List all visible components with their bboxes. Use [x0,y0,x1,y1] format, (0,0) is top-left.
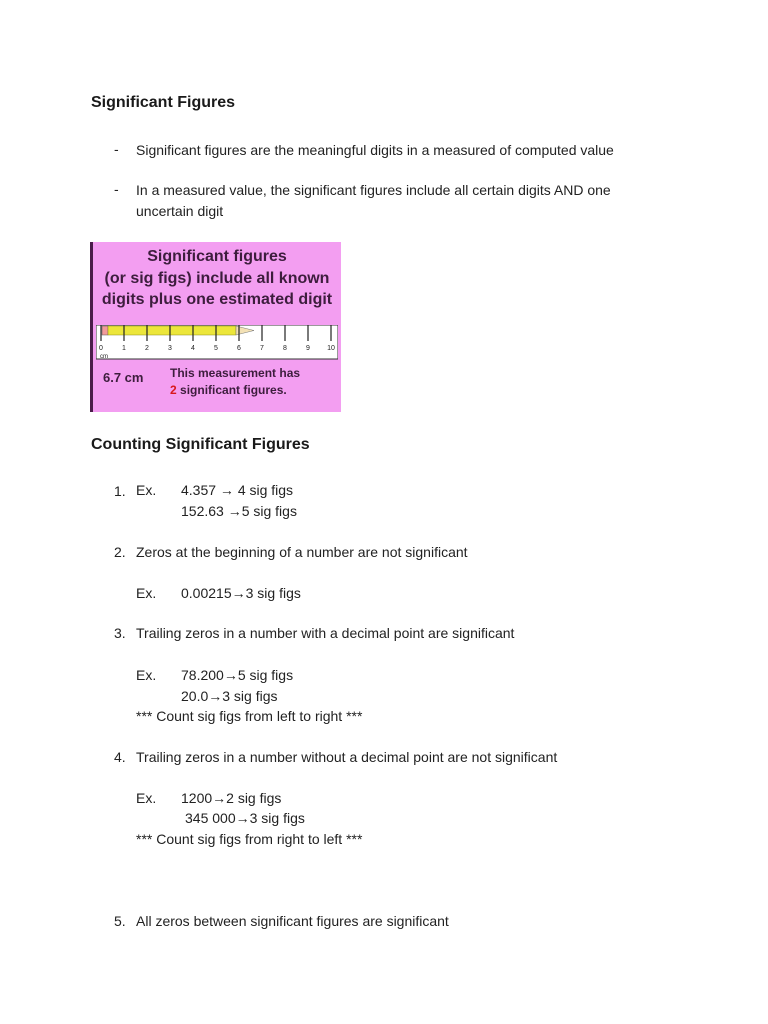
rule-note: *** Count sig figs from left to right *** [136,708,363,724]
list-item-text: All zeros between significant figures are significant [136,913,449,929]
figure-line-2: (or sig figs) include all known [104,270,330,287]
bullet-text: Significant figures are the meaningful digits in a measured of computed value [136,142,614,158]
example-value: 78.200→5 sig figs [181,667,294,683]
bullet-dash: - [114,181,119,197]
example-value: 4.357 → 4 sig figs [181,482,294,498]
list-item-text: Zeros at the beginning of a number are not significant [136,544,468,560]
list-number: 5. [114,913,126,929]
note-rest: significant figures. [176,383,287,397]
measurement-note-line-2 [170,383,287,397]
ruler-tick-label: 4 [191,345,195,352]
ruler-tick-label: 2 [145,345,149,352]
example-value: 152.63 →5 sig figs [181,503,297,519]
example-value: 20.0→3 sig figs [181,688,278,704]
measurement-note-line-1: This measurement has [170,366,301,380]
bullet-dash: - [114,141,119,157]
list-number: 4. [114,749,126,765]
sig-count: 2 [170,383,177,397]
page-title: Significant Figures [91,94,236,111]
example-label: Ex. [136,482,157,498]
ruler-tick-label: 1 [122,345,126,352]
example-label: Ex. [136,790,157,806]
example-value: 345 000→3 sig figs [185,810,305,826]
figure-line-1: Significant figures [147,248,287,265]
list-number: 1. [114,483,126,499]
list-item-text: Trailing zeros in a number with a decimal point are significant [136,625,515,641]
example-value: 0.00215→3 sig figs [181,585,301,601]
list-item-text: Trailing zeros in a number without a decimal point are not significant [136,749,558,765]
ruler-tick-label: 5 [214,345,218,352]
figure-line-3: digits plus one estimated digit [101,291,333,308]
ruler-tick-label: 3 [168,345,172,352]
rule-note: *** Count sig figs from right to left *** [136,831,363,847]
ruler-unit-label: cm [100,354,108,360]
example-value: 1200→2 sig figs [181,790,282,806]
section-title: Counting Significant Figures [91,436,310,453]
bullet-text: In a measured value, the significant figures include all certain digits AND one [136,182,611,198]
ruler-tick-label: 7 [260,345,264,352]
bullet-text-cont: uncertain digit [136,203,224,219]
example-label: Ex. [136,585,157,601]
pencil-icon [102,326,254,335]
ruler-tick-label: 9 [306,345,310,352]
ruler-tick-label: 0 [99,345,103,352]
ruler-tick-label: 10 [327,345,335,352]
ruler-tick-label: 6 [237,345,241,352]
list-number: 3. [114,625,126,641]
measurement-label: 6.7 cm [103,370,144,385]
ruler-tick-label: 8 [283,345,287,352]
example-label: Ex. [136,667,157,683]
list-number: 2. [114,544,126,560]
ruler [96,325,338,361]
sig-fig-illustration [90,242,341,412]
